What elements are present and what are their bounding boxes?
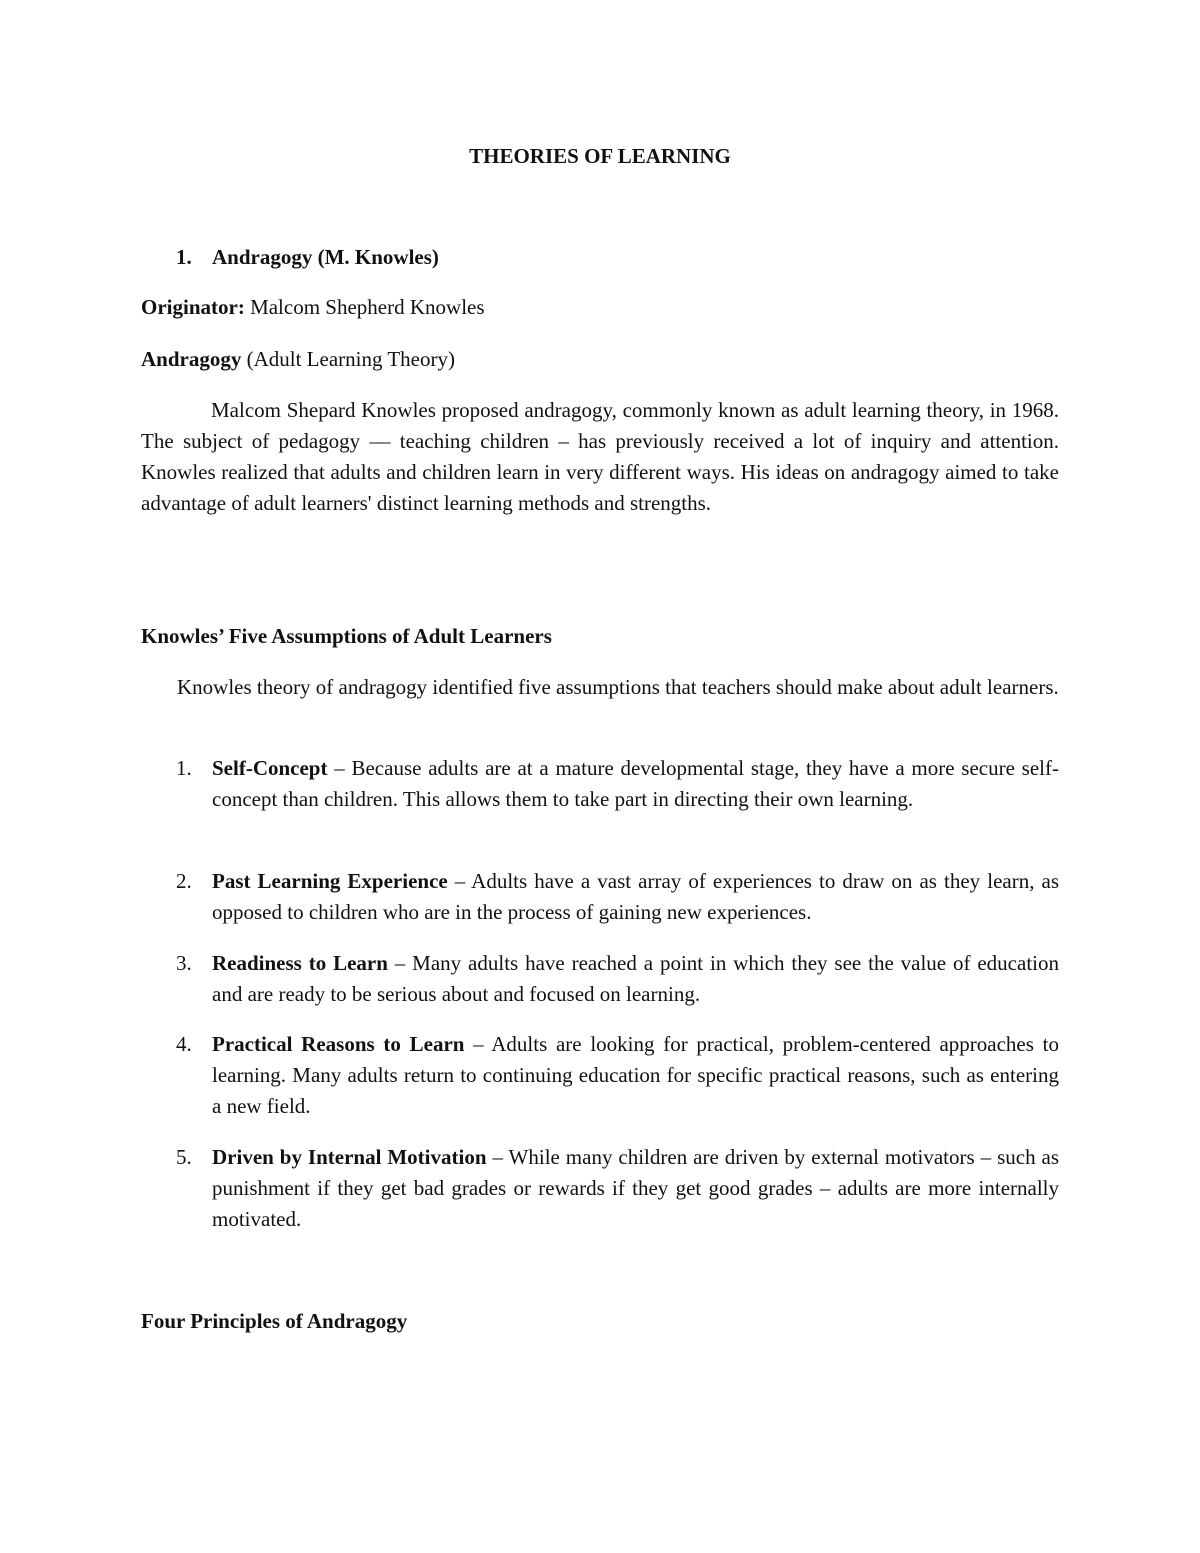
andragogy-label: Andragogy [141, 347, 242, 371]
andragogy-value: (Adult Learning Theory) [241, 347, 455, 371]
list-marker: 2. [176, 869, 192, 893]
list-item-body [212, 753, 1059, 815]
list-item-term: Driven by Internal Motivation [212, 1145, 487, 1169]
list-item-body [212, 948, 1059, 1010]
list-item [141, 866, 1059, 928]
list-item [141, 1029, 1059, 1122]
assumptions-intro: Knowles theory of andragogy identified five assumptions that teachers should make about adult learners. [177, 675, 1059, 699]
list-item [141, 753, 1059, 815]
list-marker: 1. [176, 756, 192, 780]
section-number: 1. [176, 245, 192, 269]
list-item-text: – Because adults are at a mature developmental stage, they have a more secure self-concept than children. This allows them to take part in directing their own learning. [212, 756, 1059, 811]
andragogy-line [141, 344, 455, 375]
principles-heading: Four Principles of Andragogy [141, 1309, 408, 1333]
assumptions-heading: Knowles’ Five Assumptions of Adult Learners [141, 624, 552, 648]
list-item-term: Past Learning Experience [212, 869, 448, 893]
list-item-text: – While many children are driven by external motivators – such as punishment if they get bad grades or rewards if they get good grades – adults are more internally motivated. [212, 1145, 1060, 1231]
list-marker: 5. [176, 1145, 192, 1169]
list-item-text: – Many adults have reached a point in which they see the value of education and are ready to be serious about and focused on learning. [212, 951, 1059, 1006]
list-marker: 3. [176, 951, 192, 975]
list-item-body [212, 1142, 1059, 1235]
list-item [141, 948, 1059, 1010]
originator-label: Originator: [141, 295, 245, 319]
originator-line [141, 292, 485, 323]
list-item-body [212, 1029, 1059, 1122]
list-item-text: – Adults are looking for practical, problem-centered approaches to learning. Many adults return to continuing education for specific practical reasons, such as entering a new field. [212, 1032, 1059, 1118]
originator-value: Malcom Shepherd Knowles [244, 295, 485, 319]
list-item-term: Readiness to Learn [212, 951, 388, 975]
list-item [141, 1142, 1059, 1235]
list-item-text: – Adults have a vast array of experiences to draw on as they learn, as opposed to children who are in the process of gaining new experiences. [212, 869, 1059, 924]
list-marker: 4. [176, 1032, 192, 1056]
list-item-body [212, 866, 1059, 928]
list-item-term: Practical Reasons to Learn [212, 1032, 465, 1056]
intro-paragraph: Malcom Shepard Knowles proposed andragogy, commonly known as adult learning theory, in 1968. The subject of pedagogy — teaching children – has previously received a lot of inquiry and attention. Knowles realized that adults and children learn in very different ways. His ideas on andragogy aimed to take advantage of adult learners' distinct learning methods and strengths. [141, 398, 1059, 515]
section-title: Andragogy (M. Knowles) [212, 245, 439, 269]
list-item-term: Self-Concept [212, 756, 328, 780]
page-title: THEORIES OF LEARNING [469, 144, 731, 168]
